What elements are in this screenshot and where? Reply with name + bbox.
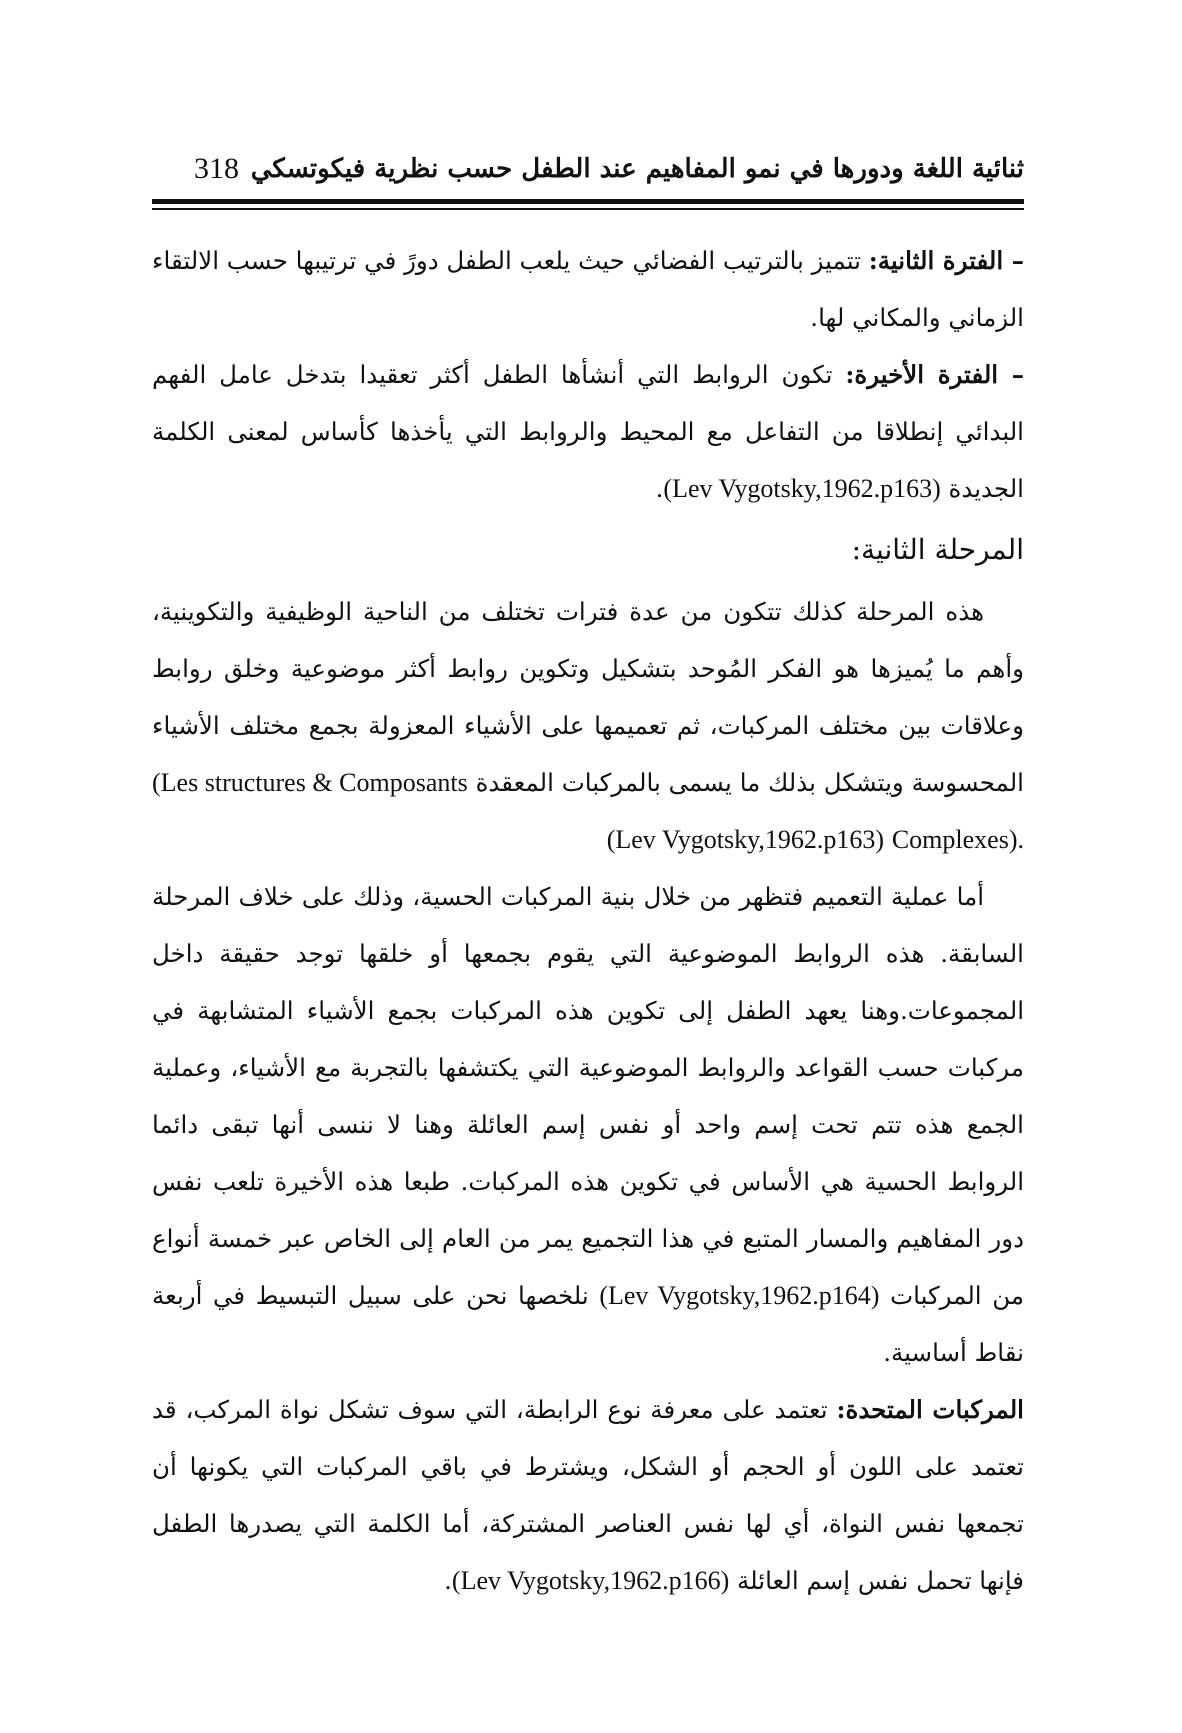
term-last-period: – الفترة الأخيرة:: [845, 360, 1024, 389]
term-second-period: – الفترة الثانية:: [868, 246, 1024, 275]
term-united-compounds: المركبات المتحدة:: [836, 1395, 1024, 1424]
paragraph-text: نلخصها نحن على سبيل التبسيط في أربعة نقاط أساسية.: [152, 1281, 1024, 1367]
paragraph-text: تعتمد على معرفة نوع الرابطة، التي سوف تشكل نواة المركب، قد تعتمد على اللون أو الحجم أو الشكل، ويشترط في باقي المركبات التي يكونها أن تجمعها نفس النواة، أي لها نفس العناصر المشتركة، أما الكلمة التي يصدرها الطفل فإنها تحمل نفس إسم العائلة: [152, 1395, 1024, 1595]
citation: (Lev Vygotsky,1962.p166): [451, 1566, 730, 1595]
paragraph-second-period: [152, 232, 1024, 346]
paragraph-last-period: [152, 346, 1024, 517]
paragraph-text: أما عملية التعميم فتظهر من خلال بنية المركبات الحسية، وذلك على خلاف المرحلة السابقة. هذه الروابط الموضوعية التي يقوم بجمعها أو خلقها توجد حقيقة داخل المجموعات.وهنا يعهد الطفل إلى تكوين هذه المركبات بجمع الأشياء المتشابهة في مركبات حسب القواعد والروابط الموضوعية التي يكتشفها بالتجربة مع الأشياء، وعملية الجمع هذه تتم تحت إسم واحد أو نفس إسم العائلة وهنا لا ننسى أنها تبقى دائما الروابط الحسية هي الأساس في تكوين هذه المركبات. طبعا هذه الأخيرة تلعب نفس دور المفاهيم والمسار المتبع في هذا التجميع يمر من العام إلى الخاص عبر خمسة أنواع من المركبات: [152, 882, 1024, 1310]
paragraph-text: هذه المرحلة كذلك تتكون من عدة فترات تختلف من الناحية الوظيفية والتكوينية، وأهم ما يُميزها هو الفكر المُوحد بتشكيل وتكوين روابط أكثر موضوعية وخلق روابط وعلاقات بين مختلف المركبات، ثم تعميمها على الأشياء المعزولة بجمع مختلف الأشياء المحسوسة ويتشكل بذلك ما يسمى بالمركبات المعقدة: [152, 597, 1024, 797]
paragraph-united-compounds: [152, 1381, 1024, 1609]
body-text: [152, 232, 1024, 1609]
citation: (Lev Vygotsky,1962.p163): [663, 474, 941, 503]
page-number: 318: [194, 152, 239, 185]
sentence-end: .: [444, 1566, 452, 1595]
paragraph-generalization: [152, 868, 1024, 1381]
citation: (Lev Vygotsky,1962.p164): [599, 1281, 880, 1310]
page-header: [152, 150, 1024, 200]
sentence-end: .: [655, 474, 664, 503]
header-rule-thick: [152, 199, 1024, 204]
citation: (Lev Vygotsky,1962.p163): [606, 825, 885, 854]
paragraph-stage-two: [152, 583, 1024, 868]
french-term: (Les structures & Composants Complexes).: [152, 768, 1024, 854]
header-rule-thin: [152, 208, 1024, 210]
paragraph-text: تكون الروابط التي أنشأها الطفل أكثر تعقيدا بتدخل عامل الفهم البدائي إنطلاقا من التفاعل مع المحيط والروابط التي يأخذها كأساس لمعنى الكلمة الجديدة: [152, 360, 1024, 503]
running-title: ثنائية اللغة ودورها في نمو المفاهيم عند الطفل حسب نظرية فيكوتسكي: [250, 154, 1024, 184]
paragraph-text: تتميز بالترتيب الفضائي حيث يلعب الطفل دورً في ترتيبها حسب الالتقاء الزماني والمكاني لها.: [152, 246, 1024, 332]
section-heading: المرحلة الثانية:: [851, 533, 1024, 566]
